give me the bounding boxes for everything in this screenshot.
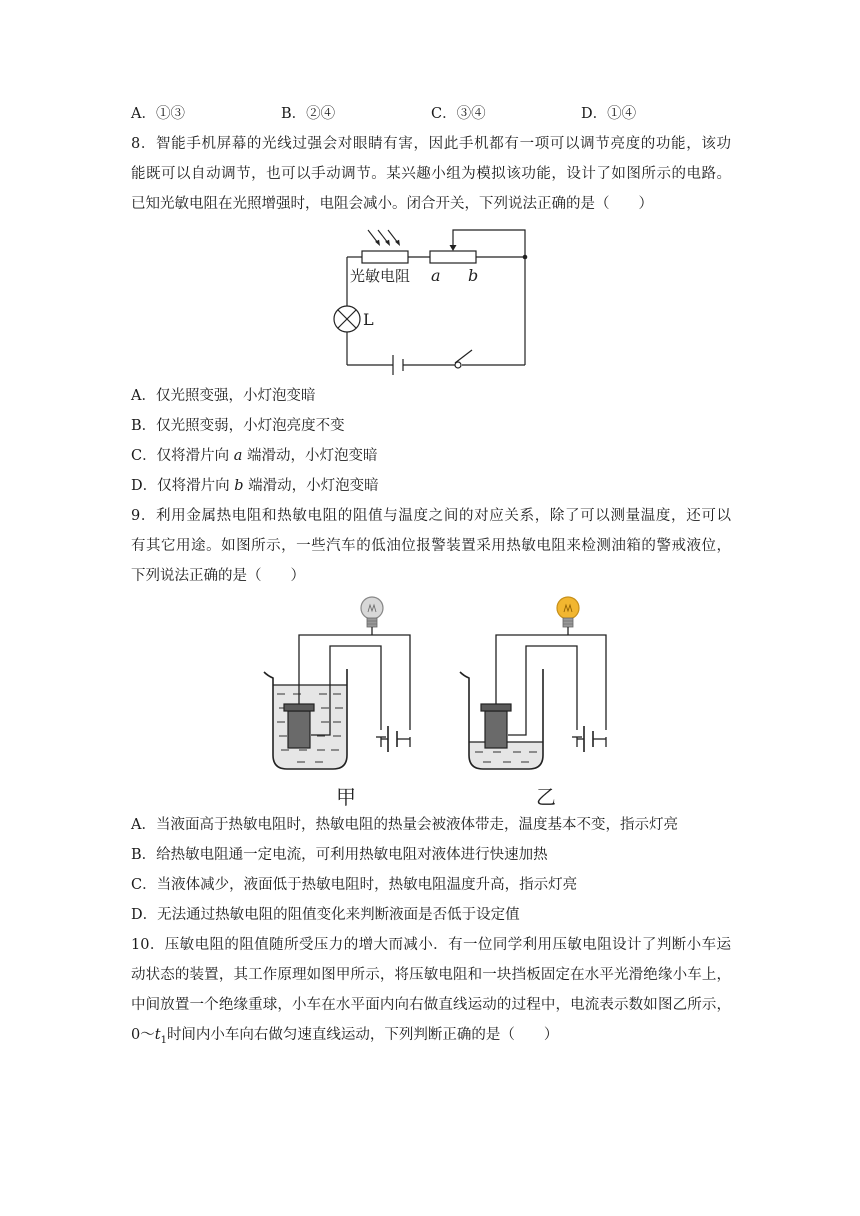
- q8-option-d-post: 端滑动，小灯泡变暗: [243, 478, 379, 494]
- q8-option-c-pre: C．仅将滑片向: [131, 448, 234, 464]
- q7-option-a: A．①③: [131, 106, 185, 122]
- thermistor-left: [288, 711, 310, 748]
- rheostat: [430, 251, 476, 263]
- q8-stem-line-2: 能既可以自动调节，也可以手动调节。某兴趣小组为模拟该功能，设计了如图所示的电路。: [131, 166, 731, 182]
- q8-option-a: A．仅光照变强，小灯泡变暗: [131, 388, 316, 404]
- q10-stem-line-4: [131, 1025, 558, 1051]
- q9-option-d: D．无法通过热敏电阻的阻值变化来判断液面是否低于设定值: [131, 907, 520, 923]
- q9-stem-line-1: 9．利用金属热电阻和热敏电阻的阻值与温度之间的对应关系，除了可以测量温度，还可以: [131, 508, 731, 524]
- lamp-label: L: [363, 310, 374, 329]
- q9-stem-line-2: 有其它用途。如图所示，一些汽车的低油位报警装置采用热敏电阻来检测油箱的警戒液位，: [131, 538, 731, 554]
- q8-option-c-post: 端滑动，小灯泡变暗: [242, 448, 378, 464]
- q9-option-a: A．当液面高于热敏电阻时，热敏电阻的热量会被液体带走，温度基本不变，指示灯亮: [131, 817, 678, 833]
- q10-stem-line-2: 动状态的装置，其工作原理如图甲所示，将压敏电阻和一块挡板固定在水平光滑绝缘小车上，: [131, 967, 731, 983]
- q8-option-d-var: b: [234, 478, 244, 494]
- beaker-left: [264, 597, 410, 769]
- q10-stem-line-1: 10．压敏电阻的阻值随所受压力的增大而减小．有一位同学利用压敏电阻设计了判断小车运: [131, 937, 731, 953]
- bulb-on-icon: [557, 597, 579, 627]
- q9-option-b: B．给热敏电阻通一定电流，可利用热敏电阻对液体进行快速加热: [131, 847, 548, 863]
- q7-option-b: B．②④: [281, 106, 336, 122]
- bulb-off-icon: [361, 597, 383, 627]
- q8-option-c-var: a: [233, 448, 243, 464]
- q10-last-var: t: [154, 1027, 161, 1043]
- slider-end-a-label: a: [431, 266, 441, 285]
- switch-contact: [455, 362, 461, 368]
- slider-end-b-label: b: [468, 266, 479, 285]
- q8-option-d-pre: D．仅将滑片向: [131, 478, 235, 494]
- figure-label-jia: 甲: [336, 785, 356, 809]
- q10-last-pre: 0～: [131, 1027, 155, 1043]
- q9-beaker-diagram: [250, 592, 620, 810]
- thermistor-right: [485, 711, 507, 748]
- q8-circuit-diagram: [320, 220, 550, 378]
- light-arrows-icon: [368, 230, 398, 243]
- q8-stem-line-1: 8．智能手机屏幕的光线过强会对眼睛有害，因此手机都有一项可以调节亮度的功能，该功: [131, 136, 731, 152]
- photoresistor-label: 光敏电阻: [350, 267, 411, 285]
- q7-option-c: C．③④: [431, 106, 486, 122]
- q10-last-post: 时间内小车向右做匀速直线运动，下列判断正确的是（ ）: [166, 1027, 559, 1043]
- q8-option-b: B．仅光照变弱，小灯泡亮度不变: [131, 418, 345, 434]
- q9-option-c: C．当液体减少，液面低于热敏电阻时，热敏电阻温度升高，指示灯亮: [131, 877, 578, 893]
- photoresistor: [362, 251, 408, 263]
- q10-last-sub: 1: [160, 1034, 167, 1046]
- q9-stem-line-3: 下列说法正确的是（ ）: [131, 568, 305, 584]
- beaker-right: [460, 597, 606, 769]
- q7-option-d: D．①④: [581, 106, 637, 122]
- q8-option-c: [131, 446, 377, 466]
- figure-label-yi: 乙: [536, 785, 556, 809]
- q10-stem-line-3: 中间放置一个绝缘重球，小车在水平面内向右做直线运动的过程中，电流表示数如图乙所示，: [131, 997, 731, 1013]
- q8-stem-line-3: 已知光敏电阻在光照增强时，电阻会减小。闭合开关，下列说法正确的是（ ）: [131, 196, 653, 212]
- q8-option-d: [131, 476, 379, 496]
